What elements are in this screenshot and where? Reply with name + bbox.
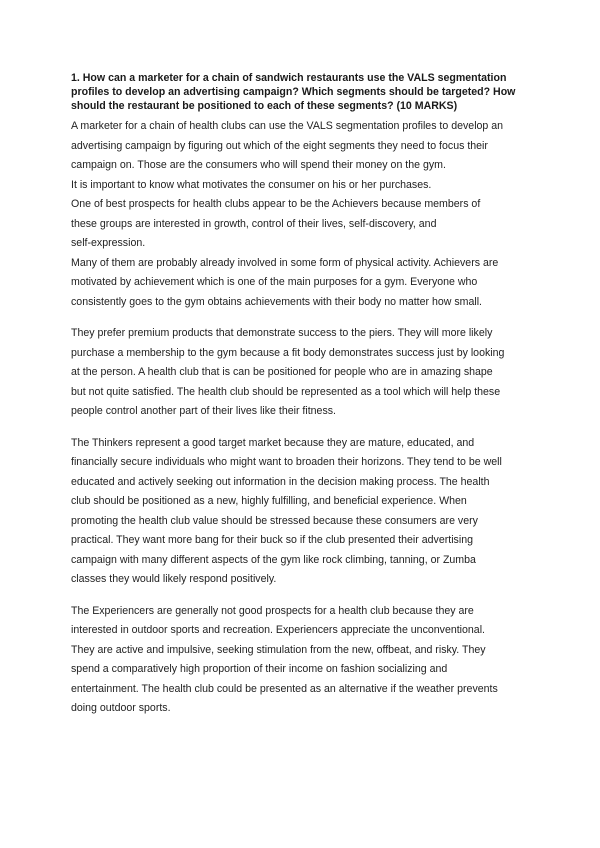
paragraph-spacer bbox=[71, 312, 533, 324]
document-body bbox=[71, 72, 533, 719]
text-line: people control another part of their lives like their fitness. bbox=[71, 405, 336, 418]
text-line: purchase a membership to the gym because a fit body demonstrates success just by looking bbox=[71, 346, 505, 359]
text-line: consistently goes to the gym obtains achievements with their body no matter how small. bbox=[71, 295, 483, 308]
text-line: campaign with many different aspects of the gym like rock climbing, tanning, or Zumba bbox=[71, 553, 476, 566]
text-line: at the person. A health club that is can be positioned for people who are in amazing shape bbox=[71, 366, 493, 379]
text-line: financially secure individuals who might want to broaden their horizons. They tend to be well bbox=[71, 456, 502, 469]
text-line: practical. They want more bang for their buck so if the club presented their advertising bbox=[71, 534, 473, 547]
text-line: They are active and impulsive, seeking stimulation from the new, offbeat, and risky. They bbox=[71, 643, 486, 656]
text-line: advertising campaign by figuring out which of the eight segments they need to focus their bbox=[71, 139, 488, 152]
paragraph-3 bbox=[71, 434, 533, 590]
paragraph-2 bbox=[71, 324, 533, 422]
text-line: A marketer for a chain of health clubs can use the VALS segmentation profiles to develop an bbox=[71, 120, 504, 133]
paragraph-1 bbox=[71, 117, 533, 312]
text-line: interested in outdoor sports and recreation. Experiencers appreciate the unconventional. bbox=[71, 624, 485, 637]
text-line: entertainment. The health club could be presented as an alternative if the weather prevents bbox=[71, 682, 498, 695]
text-line: doing outdoor sports. bbox=[71, 702, 171, 715]
text-line: It is important to know what motivates the consumer on his or her purchases. bbox=[71, 178, 432, 191]
text-line: spend a comparatively high proportion of their income on fashion socializing and bbox=[71, 663, 448, 676]
text-line: club should be positioned as a new, highly fulfilling, and beneficial experience. When bbox=[71, 495, 467, 508]
text-line: They prefer premium products that demonstrate success to the piers. They will more likely bbox=[71, 327, 493, 340]
text-line: One of best prospects for health clubs appear to be the Achievers because members of bbox=[71, 198, 481, 211]
text-line: but not quite satisfied. The health club should be represented as a tool which will help these bbox=[71, 385, 501, 398]
text-line: motivated by achievement which is one of the main purposes for a gym. Everyone who bbox=[71, 276, 478, 289]
paragraph-spacer bbox=[71, 422, 533, 434]
text-line: classes they would likely respond positively. bbox=[71, 573, 277, 586]
text-line: The Thinkers represent a good target market because they are mature, educated, and bbox=[71, 436, 475, 449]
text-line: self-expression. bbox=[71, 237, 146, 250]
text-line: these groups are interested in growth, control of their lives, self-discovery, and bbox=[71, 217, 437, 230]
paragraph-4 bbox=[71, 602, 533, 719]
text-line: The Experiencers are generally not good prospects for a health club because they are bbox=[71, 604, 474, 617]
paragraph-spacer bbox=[71, 590, 533, 602]
text-line: educated and actively seeking out information in the decision making process. The health bbox=[71, 475, 490, 488]
text-line: Many of them are probably already involved in some form of physical activity. Achievers are bbox=[71, 256, 499, 269]
text-line: promoting the health club value should be stressed because these consumers are very bbox=[71, 514, 478, 527]
text-line: campaign on. Those are the consumers who will spend their money on the gym. bbox=[71, 159, 446, 172]
question-heading: 1. How can a marketer for a chain of sandwich restaurants use the VALS segmentation profiles to develop an advertising campaign? Which segments should be targeted? How should the restaurant be positioned to each of these segments? (10 MARKS) bbox=[71, 72, 516, 112]
